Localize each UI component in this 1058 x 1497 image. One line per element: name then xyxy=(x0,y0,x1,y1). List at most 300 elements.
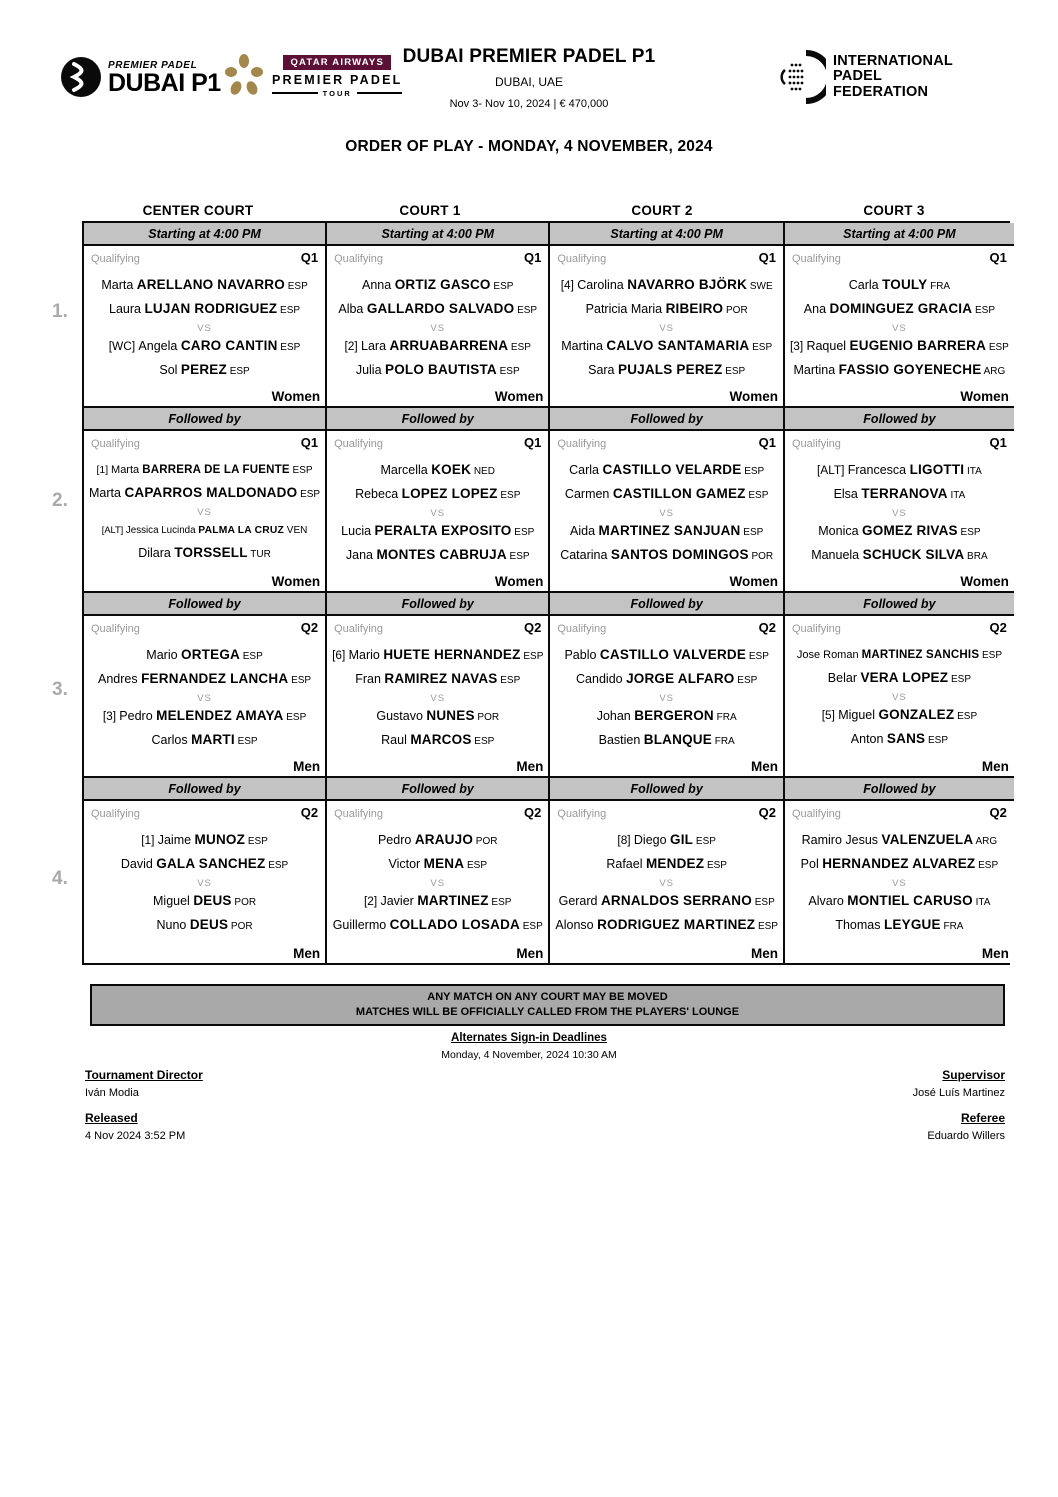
match-cell xyxy=(327,431,548,593)
player-first-name: Martina xyxy=(793,363,839,377)
match-header xyxy=(332,620,543,635)
player-last-name: ORTIZ GASCO xyxy=(394,277,491,292)
tournament-director-name: Iván Modia xyxy=(85,1087,139,1099)
tournament-header xyxy=(329,46,729,110)
player-country: TUR xyxy=(247,549,271,560)
teams xyxy=(790,644,1009,752)
player-last-name: KOEK xyxy=(431,462,472,477)
player xyxy=(790,890,1009,914)
player xyxy=(790,853,1009,877)
player xyxy=(332,274,543,298)
player-country: ESP xyxy=(239,651,263,662)
category-label: Women xyxy=(960,389,1009,404)
player-first-name: Carmen xyxy=(564,487,613,501)
player-seed: [1] xyxy=(141,833,158,847)
player-last-name: NUNES xyxy=(426,708,475,723)
player-country: ESP xyxy=(734,675,758,686)
match-header xyxy=(89,620,320,635)
player-country: ESP xyxy=(284,281,308,292)
released-timestamp: 4 Nov 2024 3:52 PM xyxy=(85,1130,186,1142)
player xyxy=(790,829,1009,853)
player-last-name: MARCOS xyxy=(410,732,472,747)
teams xyxy=(790,459,1009,568)
match-cell xyxy=(84,246,325,408)
player-country: ESP xyxy=(948,674,972,685)
round-code: Q2 xyxy=(989,620,1007,635)
qatar-airways-label: QATAR AIRWAYS xyxy=(283,55,391,70)
start-time-band: Starting at 4:00 PM xyxy=(550,223,783,246)
player-country: ESP xyxy=(957,527,981,538)
match-header xyxy=(555,620,778,635)
player-last-name: VERA LOPEZ xyxy=(860,670,949,685)
followed-by-band: Followed by xyxy=(550,778,783,801)
category-label: Men xyxy=(981,759,1009,774)
followed-by-band: Followed by xyxy=(785,593,1014,616)
match-cell xyxy=(84,431,325,593)
referee-name: Eduardo Willers xyxy=(927,1130,1005,1142)
notice-banner xyxy=(90,984,1005,1026)
vs-label: VS xyxy=(430,878,446,889)
match-row-number: 1. xyxy=(52,301,68,322)
padel-ball-icon xyxy=(60,56,102,98)
player-last-name: DOMINGUEZ GRACIA xyxy=(829,301,973,316)
player-first-name: Dilara xyxy=(138,546,175,560)
player-first-name: Marta xyxy=(101,278,137,292)
match-header xyxy=(790,435,1009,450)
player xyxy=(332,890,543,914)
player-country: FRA xyxy=(940,921,964,932)
player-last-name: RAMIREZ NAVAS xyxy=(384,671,498,686)
player-first-name: Angela xyxy=(138,339,181,353)
player-seed: [4] xyxy=(560,278,578,292)
player xyxy=(332,914,543,938)
match-header xyxy=(332,805,543,820)
player-country: POR xyxy=(748,551,774,562)
order-of-play-title: ORDER OF PLAY - MONDAY, 4 NOVEMBER, 2024 xyxy=(345,138,713,155)
round-label: Qualifying xyxy=(91,253,140,265)
player-country: ESP xyxy=(508,342,531,353)
player-country: FRA xyxy=(927,281,951,292)
player-first-name: Johan xyxy=(596,709,635,723)
player-last-name: HERNANDEZ ALVAREZ xyxy=(822,856,976,871)
ipf-logo xyxy=(778,50,953,104)
player-last-name: CASTILLON GAMEZ xyxy=(612,486,746,501)
player-last-name: DEUS xyxy=(193,893,232,908)
player-first-name: Elsa xyxy=(833,487,862,501)
round-label: Qualifying xyxy=(334,808,384,820)
player-first-name: Monica xyxy=(818,524,863,538)
round-label: Qualifying xyxy=(557,253,607,265)
player-country: POR xyxy=(723,305,748,316)
player-last-name: CASTILLO VALVERDE xyxy=(599,647,747,662)
player-last-name: RODRIGUEZ MARTINEZ xyxy=(597,917,756,932)
player-country: ESP xyxy=(511,527,535,538)
player-country: ESP xyxy=(497,675,521,686)
player-seed: [2] xyxy=(364,894,381,908)
player-first-name: Pedro xyxy=(119,709,157,723)
round-label: Qualifying xyxy=(791,808,841,820)
followed-by-band: Followed by xyxy=(550,593,783,616)
match-row-number: 2. xyxy=(52,490,68,511)
player xyxy=(89,729,320,753)
player xyxy=(89,519,320,542)
followed-by-band: Followed by xyxy=(327,593,548,616)
player-country: ITA xyxy=(947,490,966,501)
followed-by-band: Followed by xyxy=(84,778,325,801)
player-last-name: TERRANOVA xyxy=(861,486,948,501)
followed-by-band: Followed by xyxy=(327,408,548,431)
tournament-director-label: Tournament Director xyxy=(85,1068,203,1082)
player-first-name: Miguel xyxy=(838,708,879,722)
player-country: BRA xyxy=(964,551,988,562)
player-seed: [ALT] xyxy=(816,463,848,477)
player-country: ESP xyxy=(755,921,778,932)
round-label: Qualifying xyxy=(91,623,140,635)
player-country: ARG xyxy=(981,366,1006,377)
player-last-name: GOMEZ RIVAS xyxy=(862,523,958,538)
round-label: Qualifying xyxy=(334,623,384,635)
player-country: ESP xyxy=(496,366,520,377)
round-label: Qualifying xyxy=(91,808,140,820)
player-first-name: Patricia Maria xyxy=(585,302,666,316)
player-country: VEN xyxy=(284,525,308,536)
tournament-location: DUBAI, UAE xyxy=(494,75,563,89)
player-first-name: Pedro xyxy=(377,833,415,847)
court-name-2: COURT 1 xyxy=(399,203,461,218)
player-first-name: Marta xyxy=(111,464,143,476)
round-code: Q2 xyxy=(300,805,319,820)
player xyxy=(89,359,320,383)
player-country: ESP xyxy=(277,342,301,353)
player-first-name: Carlos xyxy=(151,733,192,747)
match-cell xyxy=(327,246,548,408)
teams xyxy=(555,459,778,568)
player-first-name: Alvaro xyxy=(808,894,848,908)
match-cell xyxy=(550,431,783,593)
round-code: Q2 xyxy=(524,620,542,635)
player-country: ESP xyxy=(954,711,978,722)
player-country: ESP xyxy=(265,860,289,871)
player xyxy=(790,274,1009,298)
player-first-name: Gerard xyxy=(558,894,601,908)
player-last-name: CARO CANTIN xyxy=(180,338,278,353)
player-country: ESP xyxy=(979,650,1002,661)
category-label: Men xyxy=(981,946,1009,961)
tournament-dates-prize: Nov 3- Nov 10, 2024 | € 470,000 xyxy=(449,98,609,110)
player-seed: [2] xyxy=(344,339,361,353)
vs-label: VS xyxy=(430,323,446,334)
player-last-name: CAPARROS MALDONADO xyxy=(124,485,298,500)
player xyxy=(89,298,320,322)
vs-label: VS xyxy=(659,693,675,704)
player-first-name: Alba xyxy=(338,302,367,316)
vs-label: VS xyxy=(197,323,212,334)
round-code: Q1 xyxy=(300,435,319,450)
player xyxy=(332,644,543,668)
player-last-name: TOULY xyxy=(882,277,928,292)
court-name-3: COURT 2 xyxy=(631,203,693,218)
officials-section xyxy=(85,1068,1005,1142)
player xyxy=(790,544,1009,568)
followed-by-band: Followed by xyxy=(84,408,325,431)
teams xyxy=(89,829,320,938)
court-column-2 xyxy=(327,223,550,963)
round-code: Q1 xyxy=(758,435,776,450)
start-time-band: Starting at 4:00 PM xyxy=(785,223,1014,246)
player-first-name: Lara xyxy=(361,339,390,353)
teams xyxy=(332,274,543,383)
vs-label: VS xyxy=(659,878,675,889)
tour-dash-left xyxy=(272,92,318,94)
player xyxy=(89,705,320,729)
followed-by-band: Followed by xyxy=(785,408,1014,431)
round-code: Q1 xyxy=(989,435,1007,450)
player-country: ESP xyxy=(226,366,250,377)
vs-label: VS xyxy=(197,878,212,889)
round-code: Q2 xyxy=(524,805,542,820)
player xyxy=(555,890,778,914)
match-cell xyxy=(785,616,1014,778)
player xyxy=(332,359,543,383)
player-first-name: Jessica Lucinda xyxy=(125,525,199,536)
followed-by-band: Followed by xyxy=(550,408,783,431)
player-country: ESP xyxy=(749,342,773,353)
alternates-deadline-value: Monday, 4 November, 2024 10:30 AM xyxy=(441,1049,617,1061)
ipf-line3: FEDERATION xyxy=(833,83,929,100)
player-last-name: DEUS xyxy=(189,917,229,932)
round-label: Qualifying xyxy=(791,623,841,635)
player-country: ESP xyxy=(704,860,727,871)
player-country: ESP xyxy=(746,651,769,662)
player xyxy=(555,298,778,322)
category-label: Women xyxy=(271,574,321,589)
player-last-name: PALMA LA CRUZ xyxy=(198,525,285,536)
player-first-name: David xyxy=(120,857,157,871)
player-last-name: MENDEZ xyxy=(645,856,705,871)
match-header xyxy=(790,805,1009,820)
player-first-name: Gustavo xyxy=(376,709,427,723)
player-first-name: Miguel xyxy=(153,894,194,908)
teams xyxy=(332,459,543,568)
player xyxy=(332,668,543,692)
round-label: Qualifying xyxy=(334,253,384,265)
teams xyxy=(555,644,778,753)
match-header xyxy=(89,805,320,820)
player-first-name: Laura xyxy=(109,302,145,316)
player-first-name: Marta xyxy=(89,486,125,500)
player xyxy=(89,482,320,506)
player-first-name: Diego xyxy=(633,833,671,847)
player-first-name: Manuela xyxy=(811,548,863,562)
player-first-name: Ana xyxy=(803,302,830,316)
dubai-p1-wordmark: DUBAI P1 xyxy=(108,68,221,97)
player xyxy=(89,668,320,692)
player-country: ESP xyxy=(289,465,313,476)
player-country: ESP xyxy=(490,281,514,292)
player xyxy=(790,644,1009,667)
player-country: SWE xyxy=(747,281,773,292)
player-last-name: GIL xyxy=(670,832,694,847)
player-last-name: PUJALS PEREZ xyxy=(618,362,723,377)
player-last-name: BLANQUE xyxy=(643,732,712,747)
category-label: Women xyxy=(494,389,544,404)
player xyxy=(89,542,320,566)
tour-premier-padel-label: PREMIER PADEL xyxy=(272,72,403,87)
player-country: ARG xyxy=(973,836,998,847)
player-last-name: GALA SANCHEZ xyxy=(156,856,266,871)
court-name-1: CENTER COURT xyxy=(142,203,254,218)
player-country: ESP xyxy=(245,836,268,847)
player-first-name: Martina xyxy=(561,339,607,353)
player xyxy=(332,853,543,877)
player-first-name: Pablo xyxy=(564,648,600,662)
player xyxy=(555,705,778,729)
player-seed: [6] xyxy=(332,648,349,662)
player-first-name: Mario xyxy=(146,648,182,662)
player-country: POR xyxy=(231,897,257,908)
player xyxy=(555,274,778,298)
vs-label: VS xyxy=(892,692,907,703)
vs-label: VS xyxy=(659,508,675,519)
player-first-name: Candido xyxy=(576,672,627,686)
category-label: Men xyxy=(750,946,778,961)
player-last-name: VALENZUELA xyxy=(881,832,974,847)
player-last-name: LEYGUE xyxy=(883,917,941,932)
player-first-name: Aida xyxy=(570,524,599,538)
player-first-name: Carolina xyxy=(577,278,628,292)
player-last-name: POLO BAUTISTA xyxy=(385,362,497,377)
player-country: ESP xyxy=(751,897,775,908)
player-seed: [8] xyxy=(617,833,634,847)
player-first-name: Andres xyxy=(98,672,142,686)
player xyxy=(332,520,543,544)
court-column-1 xyxy=(84,223,327,963)
player-last-name: SANTOS DOMINGOS xyxy=(610,547,749,562)
player-country: ITA xyxy=(972,897,991,908)
player-last-name: CALVO SANTAMARIA xyxy=(606,338,750,353)
player-country: ESP xyxy=(975,860,999,871)
court-names-row xyxy=(82,203,1010,218)
player xyxy=(89,459,320,482)
match-header xyxy=(89,250,320,265)
player-first-name: Raquel xyxy=(806,339,850,353)
player-country: ESP xyxy=(297,489,321,500)
match-header xyxy=(555,805,778,820)
match-row-number: 4. xyxy=(52,868,68,889)
player-first-name: Anton xyxy=(850,732,887,746)
player xyxy=(89,914,320,938)
category-label: Women xyxy=(729,389,778,404)
category-label: Women xyxy=(271,389,321,404)
followed-by-band: Followed by xyxy=(785,778,1014,801)
player xyxy=(332,705,543,729)
match-header xyxy=(555,250,778,265)
player-first-name: Anna xyxy=(362,278,395,292)
player-country: ESP xyxy=(464,860,488,871)
round-label: Qualifying xyxy=(791,253,841,265)
player-country: ESP xyxy=(497,490,521,501)
category-label: Women xyxy=(960,574,1009,589)
teams xyxy=(555,274,778,383)
player-country: ESP xyxy=(925,735,949,746)
round-label: Qualifying xyxy=(557,623,607,635)
teams xyxy=(555,829,778,938)
category-label: Women xyxy=(729,574,778,589)
player xyxy=(332,483,543,507)
schedule-grid xyxy=(82,221,1010,965)
match-header xyxy=(790,620,1009,635)
vs-label: VS xyxy=(197,507,212,518)
player-country: ESP xyxy=(283,712,307,723)
vs-label: VS xyxy=(430,693,446,704)
player-first-name: Nuno xyxy=(156,918,190,932)
match-cell xyxy=(550,246,783,408)
teams xyxy=(89,274,320,383)
player-country: FRA xyxy=(711,736,735,747)
player xyxy=(790,335,1009,359)
player-country: ESP xyxy=(519,921,543,932)
ipf-line1: INTERNATIONAL xyxy=(833,52,953,69)
player-last-name: BARRERA DE LA FUENTE xyxy=(142,464,290,476)
player-seed: [WC] xyxy=(108,339,139,353)
player xyxy=(332,544,543,568)
player-first-name: Victor xyxy=(388,857,424,871)
player-last-name: MUNOZ xyxy=(194,832,246,847)
vs-label: VS xyxy=(659,323,675,334)
player-country: ESP xyxy=(741,466,765,477)
player xyxy=(555,668,778,692)
player-country: ESP xyxy=(234,736,258,747)
round-code: Q1 xyxy=(524,435,542,450)
match-cell xyxy=(550,801,783,963)
player-last-name: JORGE ALFARO xyxy=(626,671,735,686)
round-code: Q1 xyxy=(524,250,542,265)
player-last-name: MONTIEL CARUSO xyxy=(847,893,973,908)
player-country: ESP xyxy=(986,342,1009,353)
match-row-number: 3. xyxy=(52,679,68,700)
category-label: Men xyxy=(516,759,544,774)
player xyxy=(332,335,543,359)
round-code: Q1 xyxy=(989,250,1007,265)
player-seed: [3] xyxy=(102,709,120,723)
player xyxy=(555,544,778,568)
player-last-name: MONTES CABRUJA xyxy=(376,547,507,562)
round-code: Q2 xyxy=(989,805,1007,820)
player xyxy=(555,644,778,668)
player-first-name: Fran xyxy=(355,672,385,686)
alternates-deadline-title: Alternates Sign-in Deadlines xyxy=(451,1032,607,1044)
category-label: Men xyxy=(293,946,321,961)
player-first-name: Jana xyxy=(345,548,377,562)
tour-label: TOUR xyxy=(322,88,352,98)
released-label: Released xyxy=(85,1111,138,1125)
player-first-name: Julia xyxy=(355,363,385,377)
match-header xyxy=(89,435,320,450)
player xyxy=(332,298,543,322)
player-last-name: ARRUABARRENA xyxy=(389,338,509,353)
vs-label: VS xyxy=(430,508,446,519)
player-country: ESP xyxy=(722,366,746,377)
teams xyxy=(790,829,1009,938)
player-first-name: Francesca xyxy=(847,463,910,477)
player-last-name: HUETE HERNANDEZ xyxy=(383,647,521,662)
player-country: ESP xyxy=(745,490,769,501)
player-country: ESP xyxy=(488,897,512,908)
player-last-name: LIGOTTI xyxy=(909,462,965,477)
player-last-name: LOPEZ LOPEZ xyxy=(401,486,498,501)
player-last-name: SANS xyxy=(886,731,926,746)
player xyxy=(790,459,1009,483)
